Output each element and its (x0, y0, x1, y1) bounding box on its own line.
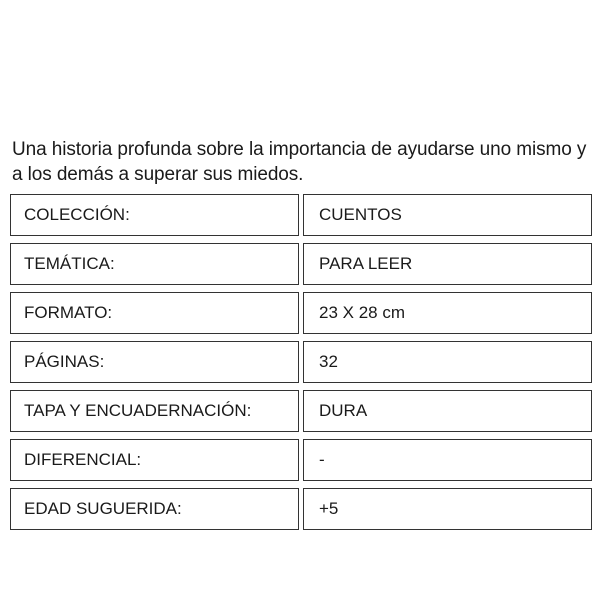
spec-table (10, 194, 592, 537)
spec-row-paginas (10, 341, 592, 383)
book-description: Una historia profunda sobre la importancia de ayudarse uno mismo y a los demás a superar sus miedos. (12, 139, 587, 185)
spec-label: DIFERENCIAL: (10, 439, 299, 481)
spec-label: EDAD SUGUERIDA: (10, 488, 299, 530)
spec-value: CUENTOS (303, 194, 592, 236)
spec-row-diferencial (10, 439, 592, 481)
spec-row-coleccion (10, 194, 592, 236)
spec-label: PÁGINAS: (10, 341, 299, 383)
spec-label: COLECCIÓN: (10, 194, 299, 236)
spec-label: TEMÁTICA: (10, 243, 299, 285)
spec-value: - (303, 439, 592, 481)
spec-value: DURA (303, 390, 592, 432)
spec-label: FORMATO: (10, 292, 299, 334)
spec-value: PARA LEER (303, 243, 592, 285)
spec-row-formato (10, 292, 592, 334)
spec-row-edad (10, 488, 592, 530)
spec-value: 23 X 28 cm (303, 292, 592, 334)
spec-value: +5 (303, 488, 592, 530)
spec-label: TAPA Y ENCUADERNACIÓN: (10, 390, 299, 432)
spec-row-tapa (10, 390, 592, 432)
spec-row-tematica (10, 243, 592, 285)
spec-value: 32 (303, 341, 592, 383)
